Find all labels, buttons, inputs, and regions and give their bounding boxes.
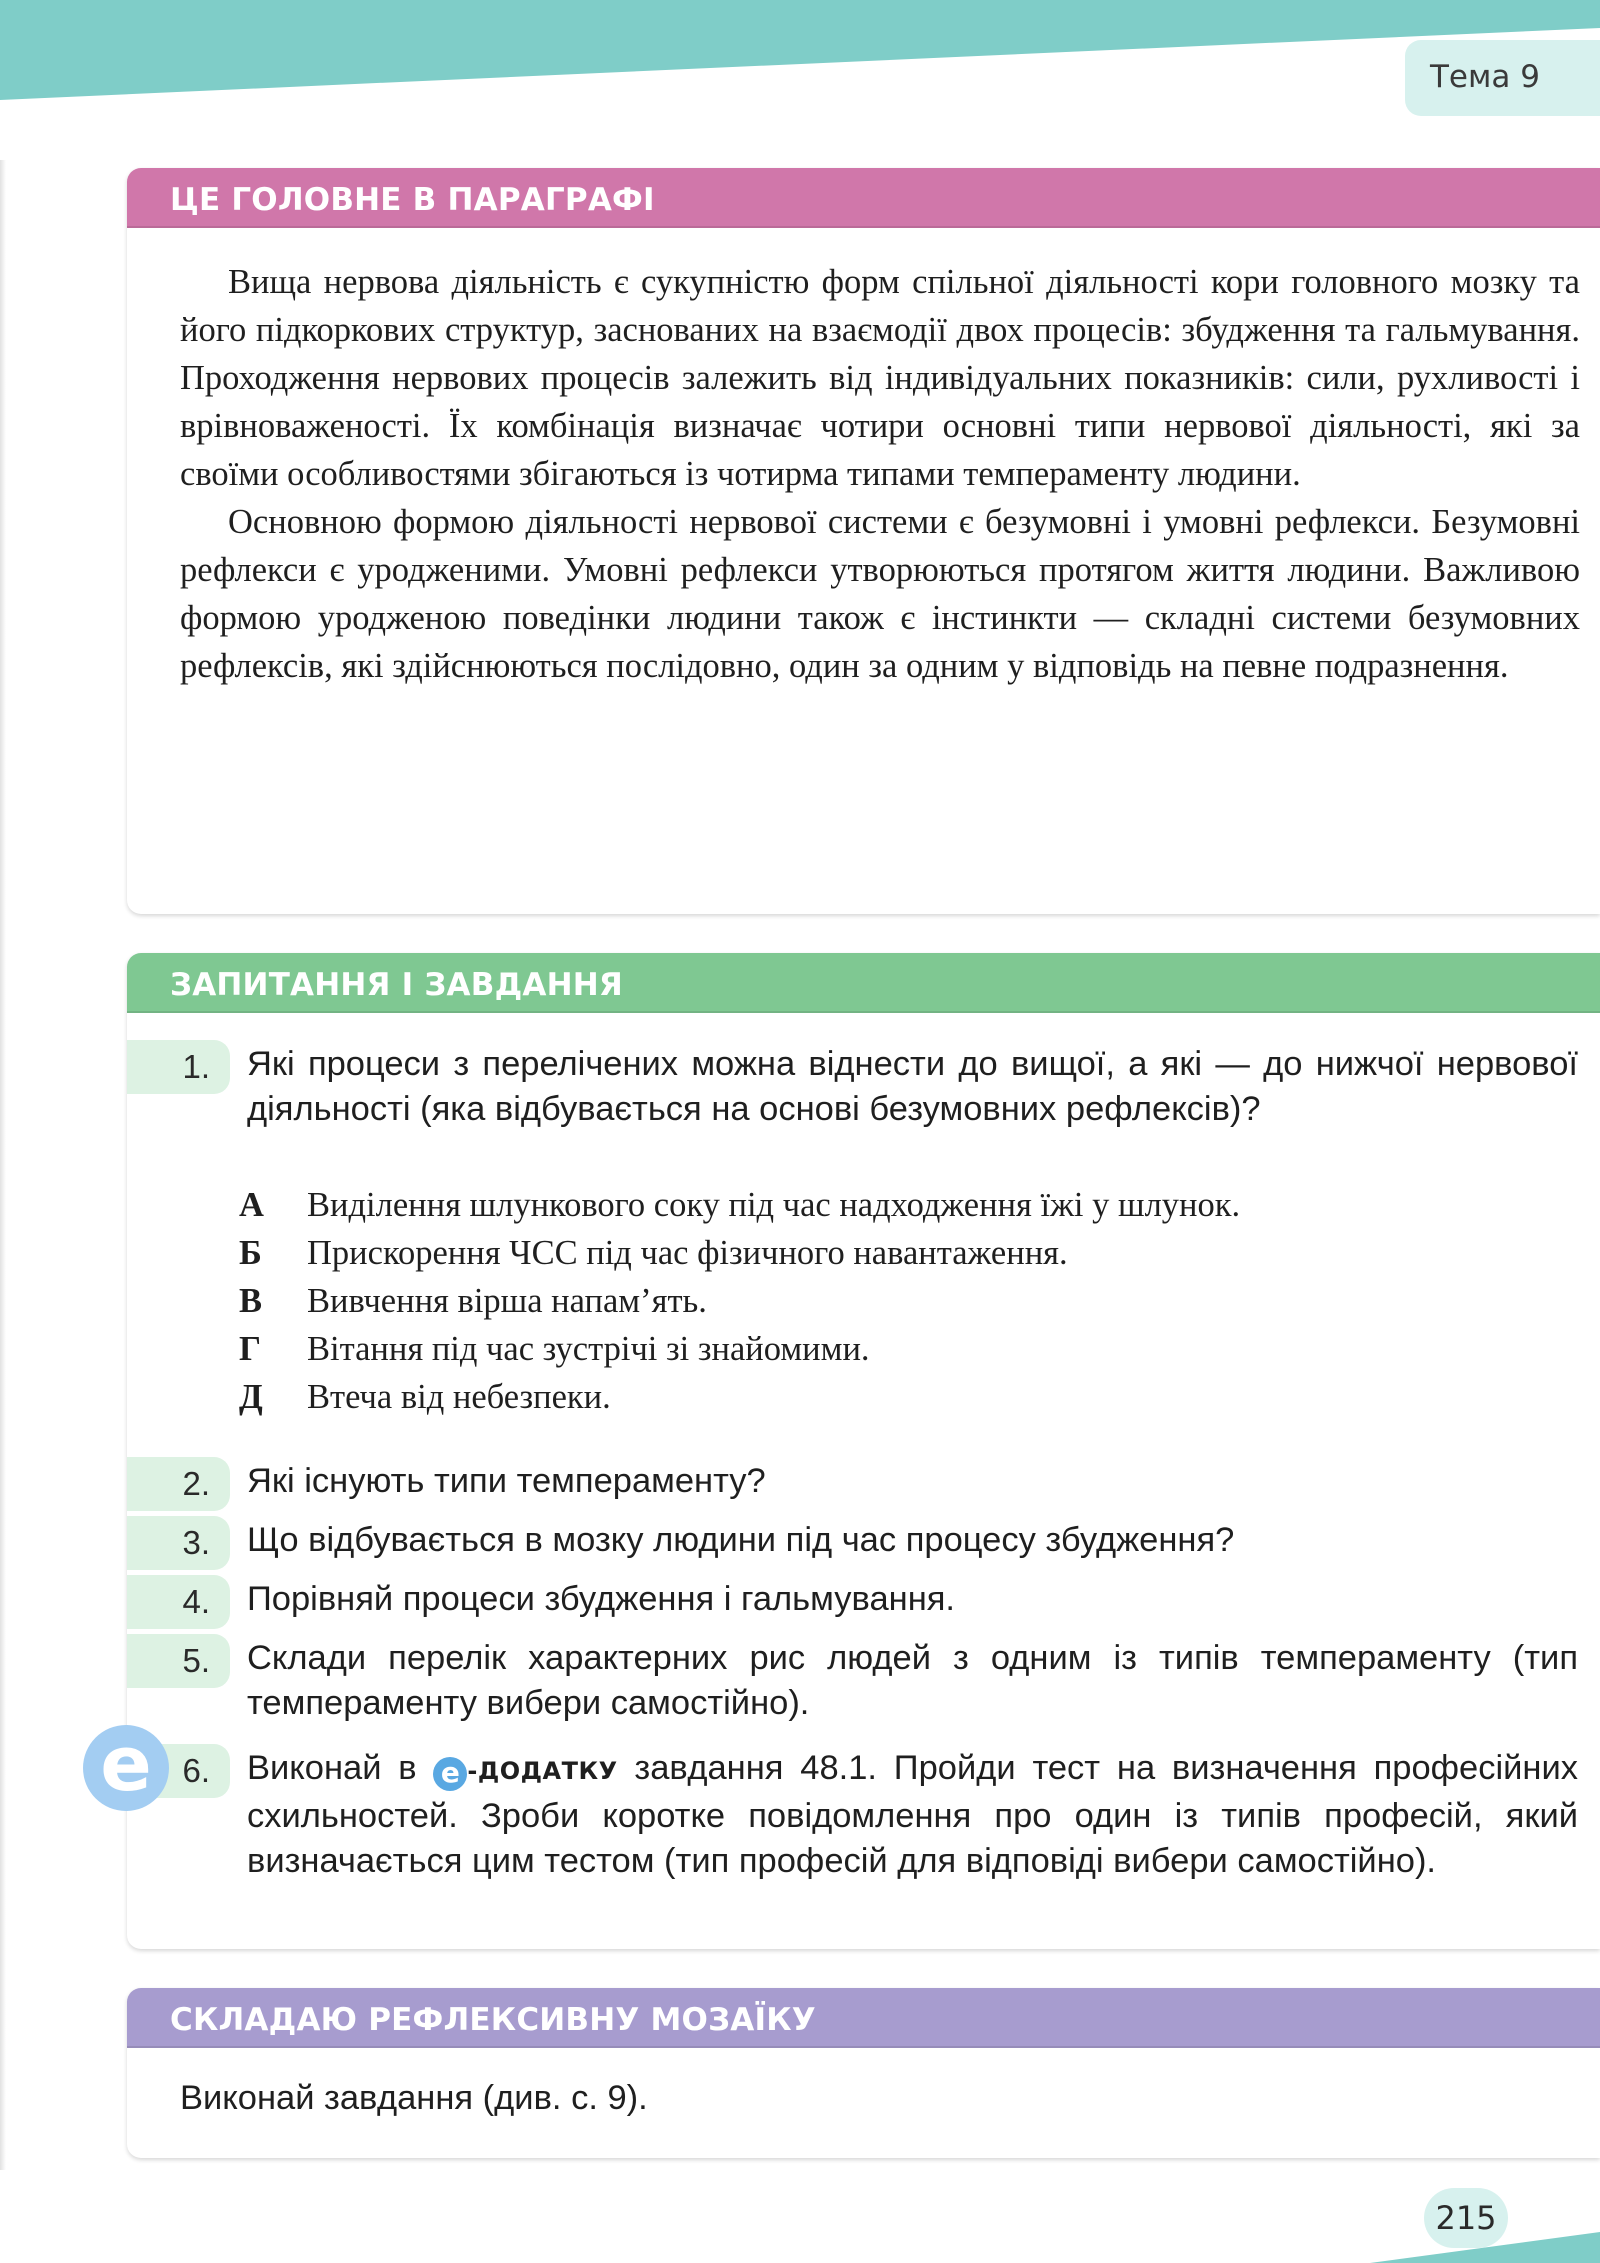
option-letter: Г [239, 1330, 261, 1368]
mosaic-card-header [127, 1988, 1600, 2048]
page-number-badge [1424, 2188, 1508, 2248]
question-number: 6. [182, 1752, 210, 1789]
question-number-badge [127, 1040, 230, 1094]
question-number-badge [127, 1634, 230, 1688]
questions-card [127, 953, 1600, 1949]
question-text-rest: завдання 48.1. Пройди тест на визначення професійних схильностей. Зроби коротке повідомлення про один із типів професій, який визначається цим тестом (тип професій для відповіді вибери самостійно). [247, 1749, 1578, 1880]
option-text: Вивчення вірша напам’ять. [307, 1282, 707, 1320]
option-text: Вітання під час зустрічі зі знайомими. [307, 1330, 870, 1368]
option-text: Прискорення ЧСС під час фізичного навантаження. [307, 1234, 1068, 1272]
answer-option [239, 1181, 1589, 1229]
option-text: Втеча від небезпеки. [307, 1378, 611, 1416]
topic-label: Тема 9 [1430, 59, 1540, 95]
question-number: 5. [182, 1642, 210, 1679]
e-addon-label: -ДОДАТКУ [467, 1757, 618, 1785]
summary-paragraph-1: Вища нервова діяльність є сукупністю форм спільної діяльності кори головного мозку та його підкоркових структур, заснованих на взаємодії двох процесів: збудження та гальмування. Проходження нервових процесів залежить від індивідуальних показників: сили, рухливості і врівноваженості. Їх комбінація визначає чотири основні типи нервової діяльності, які за своїми особливостями збігаються із чотирма типами темпераменту людини. [180, 263, 1580, 493]
question-text [247, 1746, 1578, 1884]
question-number: 2. [182, 1465, 210, 1502]
question-number: 4. [182, 1583, 210, 1620]
e-addon-icon: е [433, 1757, 467, 1791]
option-letter: Б [239, 1234, 262, 1272]
question-text-start: Виконай в [247, 1749, 417, 1787]
question-number: 3. [182, 1524, 210, 1561]
e-addon-link[interactable] [433, 1749, 617, 1787]
option-letter: В [239, 1282, 263, 1320]
summary-card-body [180, 258, 1580, 690]
question-number-badge [127, 1457, 230, 1511]
questions-card-title: ЗАПИТАННЯ І ЗАВДАННЯ [170, 967, 623, 1003]
question-text: Що відбувається в мозку людини під час процесу збудження? [247, 1521, 1235, 1559]
question-number-badge [127, 1516, 230, 1570]
top-decorative-band [0, 0, 1600, 110]
question-text: Склади перелік характерних рис людей з одним із типів темпераменту (тип темпераменту вибери самостійно). [247, 1639, 1578, 1722]
mosaic-card [127, 1988, 1600, 2158]
question-number-badge [127, 1575, 230, 1629]
summary-card-header [127, 168, 1600, 228]
answer-option [239, 1229, 1589, 1277]
e-resource-marker-icon: е [83, 1725, 169, 1811]
summary-card [127, 168, 1600, 914]
question-text: Порівняй процеси збудження і гальмування. [247, 1580, 956, 1618]
summary-paragraph-2: Основною формою діяльності нервової системи є безумовні і умовні рефлекси. Безумовні рефлекси є уродженими. Умовні рефлекси утворюються протягом життя людини. Важливою формою уродженою поведінки людини також є інстинкти — складні системи безумовних рефлексів, які здійснюються послідовно, один за одним у відповідь на певне подразнення. [180, 503, 1580, 685]
option-letter: А [239, 1186, 264, 1224]
topic-tab [1405, 40, 1600, 116]
option-text: Виділення шлункового соку під час надходження їжі у шлунок. [307, 1186, 1241, 1224]
page-number: 215 [1435, 2199, 1497, 2237]
questions-card-header [127, 953, 1600, 1013]
question-number: 1. [182, 1048, 210, 1085]
answer-option [239, 1325, 1589, 1373]
answer-option [239, 1277, 1589, 1325]
mosaic-card-title: СКЛАДАЮ РЕФЛЕКСИВНУ МОЗАЇКУ [170, 2002, 816, 2038]
question-text: Які процеси з перелічених можна віднести до вищої, а які — до нижчої нервової діяльності (яка відбувається на основі безумовних рефлексів)? [247, 1045, 1578, 1128]
option-letter: Д [239, 1378, 263, 1416]
answer-option [239, 1373, 1589, 1421]
page-spine-shadow [0, 160, 6, 2170]
mosaic-task-text: Виконай завдання (див. с. 9). [180, 2079, 648, 2117]
question-text: Які існують типи темпераменту? [247, 1462, 766, 1500]
summary-card-title: ЦЕ ГОЛОВНЕ В ПАРАГРАФІ [170, 182, 655, 218]
answer-options-list [239, 1181, 1589, 1421]
